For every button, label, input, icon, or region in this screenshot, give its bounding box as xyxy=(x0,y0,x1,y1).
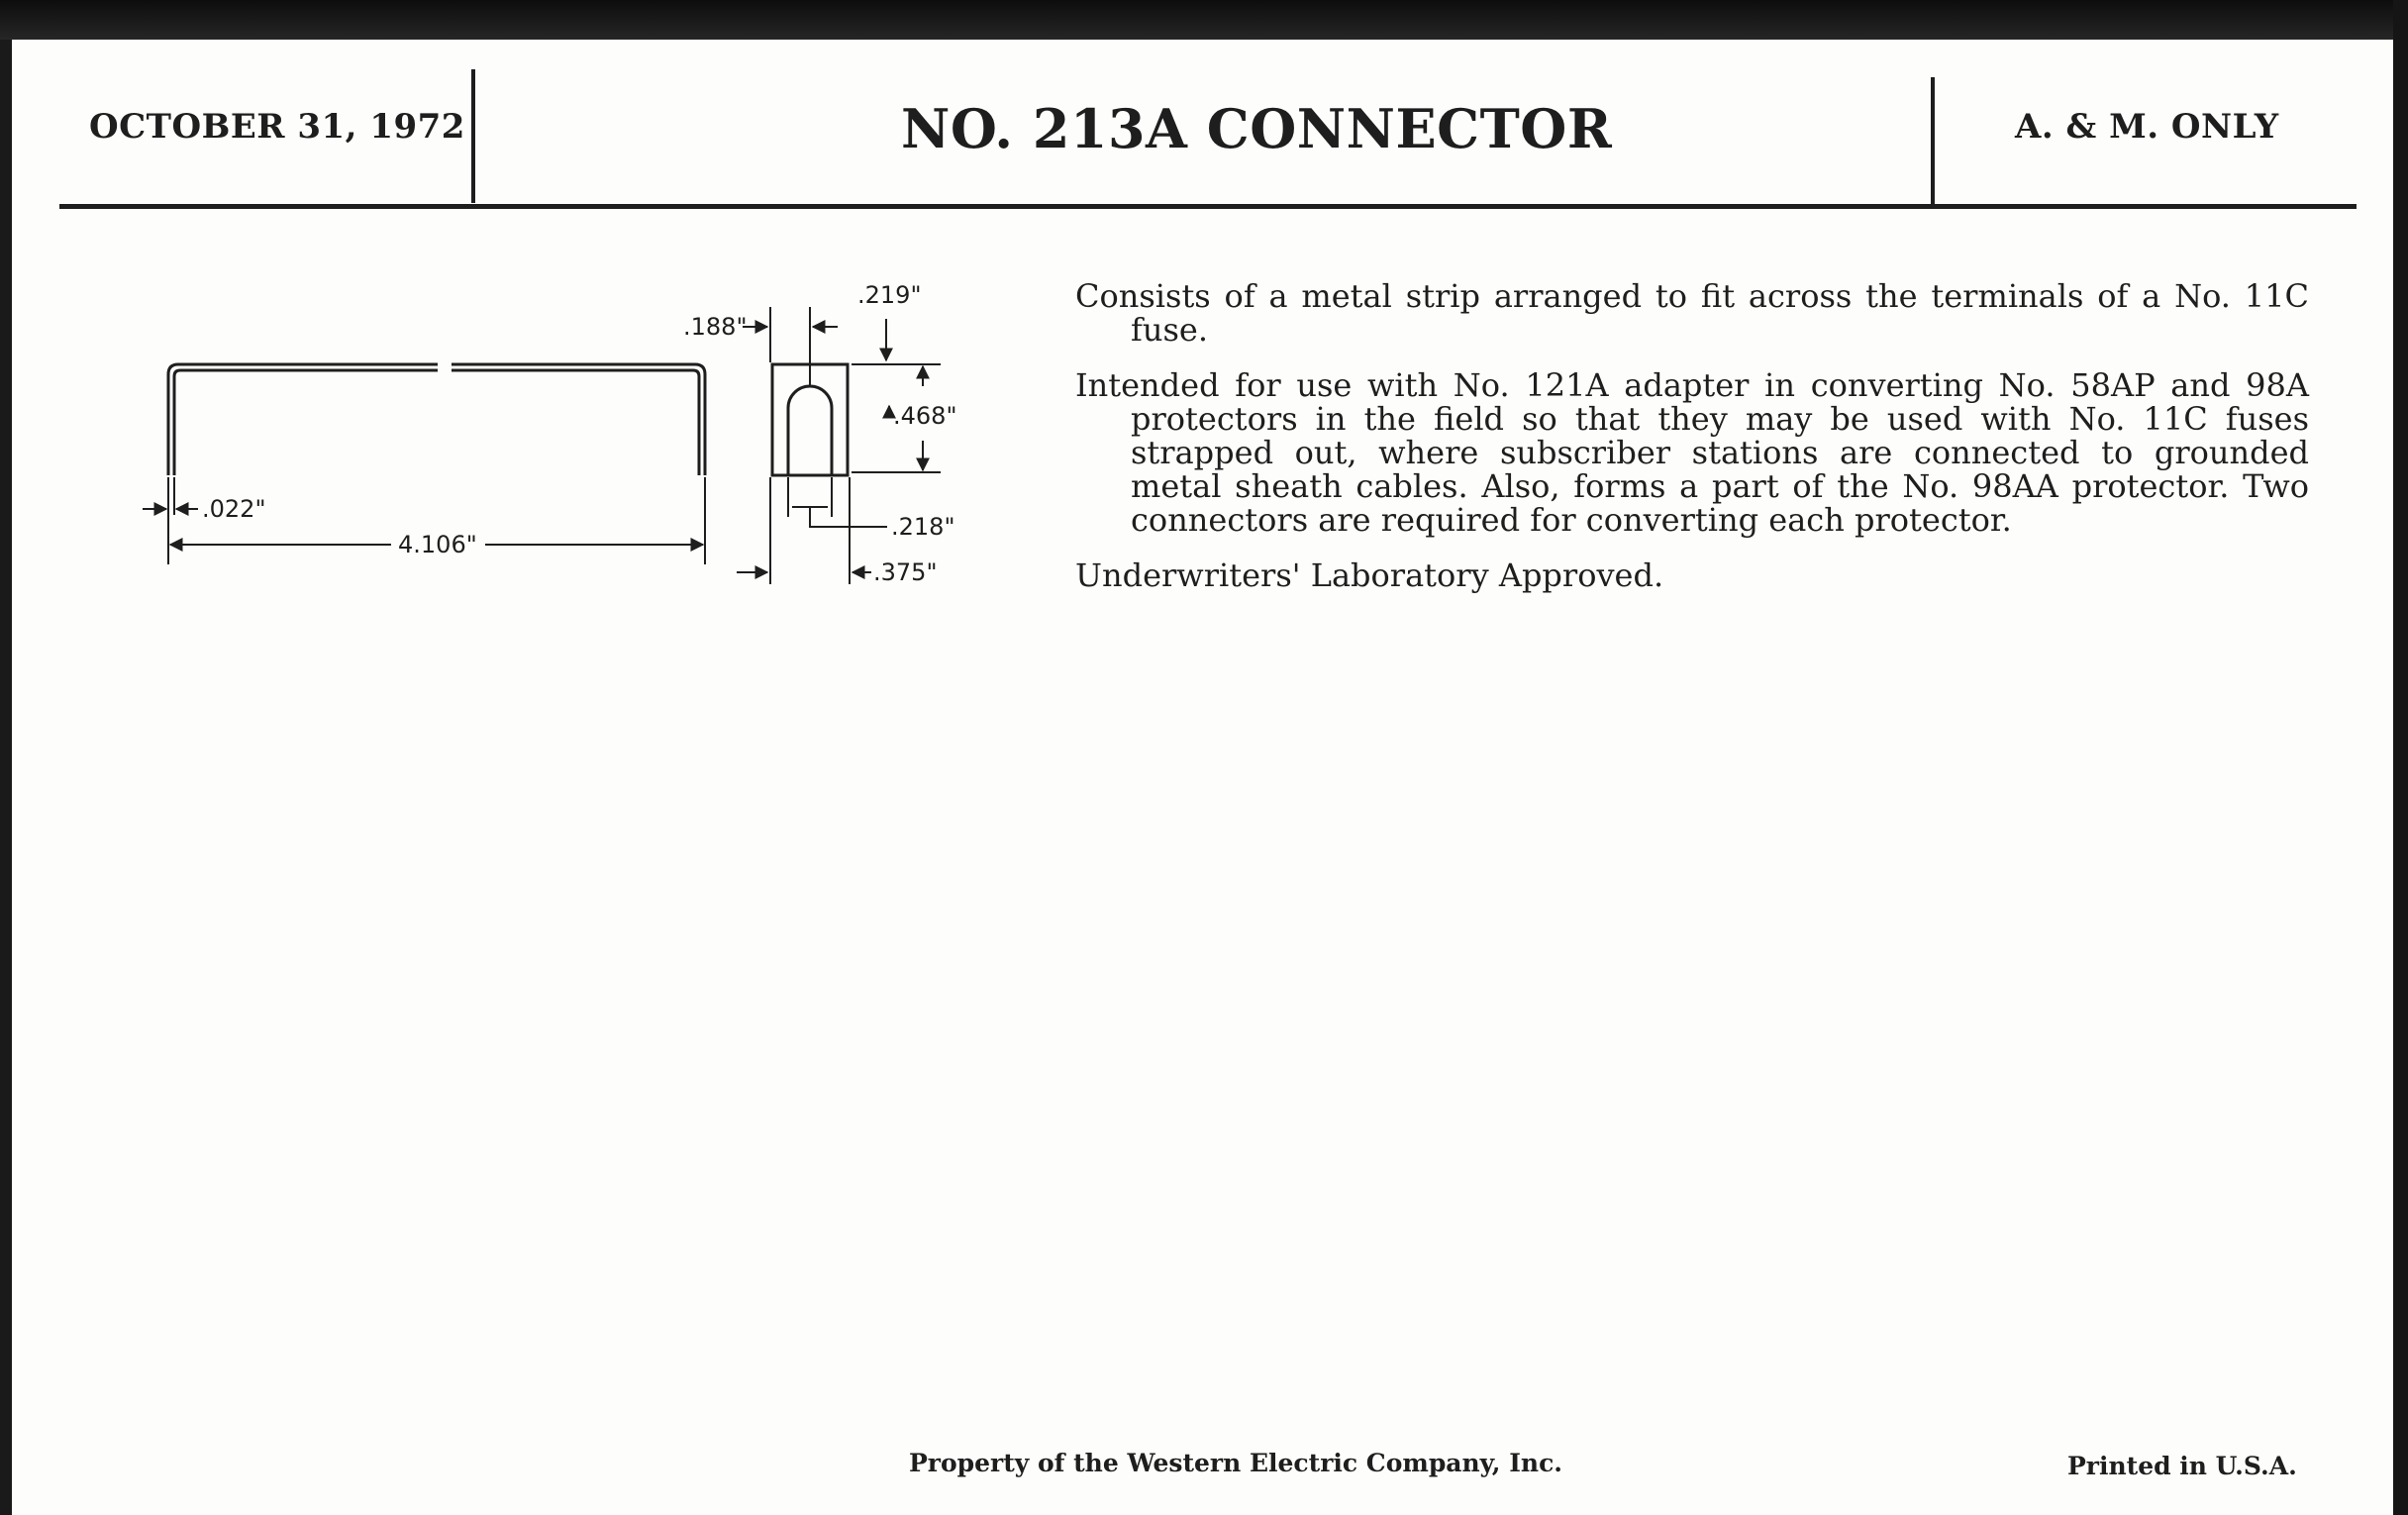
length-dim-label: 4.106" xyxy=(398,531,477,558)
ownership-footer: Property of the Western Electric Company, Inc. xyxy=(909,1449,1563,1477)
description-paragraph: Consists of a metal strip arranged to fit across the terminals of a No. 11C fuse. xyxy=(1075,277,2309,349)
side-view xyxy=(168,364,705,475)
issue-date: OCTOBER 31, 1972 xyxy=(89,107,465,147)
scan-right-edge xyxy=(2393,0,2408,1515)
page-title: NO. 213A CONNECTOR xyxy=(901,97,1613,160)
height-dim-label: .468" xyxy=(893,402,957,430)
thickness-dim-label: .022" xyxy=(202,495,266,523)
header-divider-left xyxy=(471,69,475,203)
end-width-dim-label: .375" xyxy=(873,558,938,586)
header-rule xyxy=(59,204,2357,209)
scan-top-edge xyxy=(0,0,2408,40)
description-paragraph: Underwriters' Laboratory Approved. xyxy=(1075,556,1664,594)
slot-offset-dim-label: .188" xyxy=(683,313,748,341)
usage-note: A. & M. ONLY xyxy=(2015,107,2279,147)
connector-drawing xyxy=(119,267,1010,624)
slot-width-dim-label: .218" xyxy=(891,513,955,541)
document-page xyxy=(12,40,2393,1515)
description xyxy=(1075,279,2309,614)
header-divider-right xyxy=(1931,77,1935,204)
description-paragraph: Intended for use with No. 121A adapter in converting No. 58AP and 98A protectors in the field so that they may be used with No. 11C fuses strapped out, where subscriber stations are connected to grounded metal sheath cables. Also, forms a part of the No. 98AA protector. Two connectors are required for converting each protector. xyxy=(1075,366,2309,539)
print-origin-footer: Printed in U.S.A. xyxy=(2067,1452,2297,1480)
slot-depth-dim-label: .219" xyxy=(857,281,922,309)
end-view-dimensions xyxy=(737,307,941,584)
